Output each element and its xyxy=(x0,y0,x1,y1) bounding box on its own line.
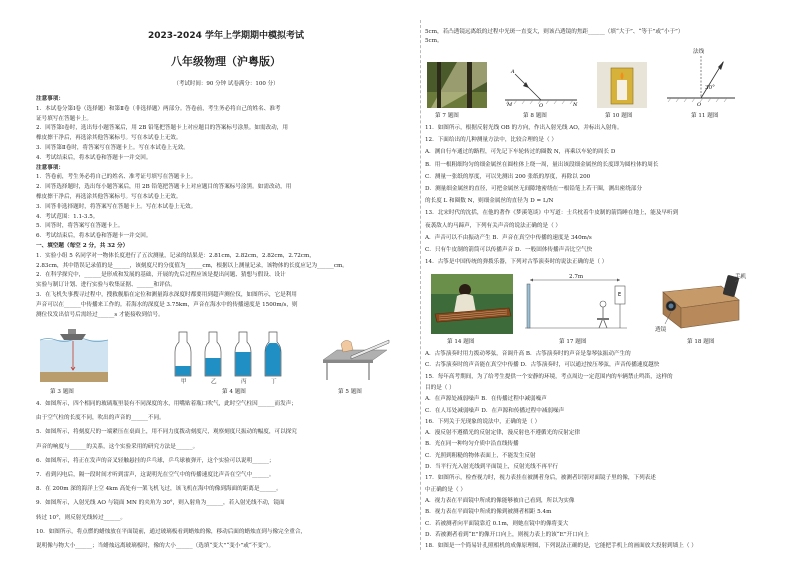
bottle-label-3: 丙 xyxy=(241,379,247,385)
left-line-1: 注意事项： xyxy=(36,96,64,102)
caption-fig8: 第 8 题图 xyxy=(523,113,547,119)
right-line-2: 12．下面给出的几种测量方法中，比较合理的是（ ） xyxy=(425,137,557,144)
right-line-3: A．测自行车通过的路程，可先记下车轮转过的圈数 N，再乘以车轮的周长 D xyxy=(425,149,616,156)
right-line-b-8: A．漫反射不遵循光的反射定律，漫反射也不遵循光的反射定律 xyxy=(425,430,581,437)
figure-7-forest xyxy=(427,62,487,108)
right-line-b-6: C．在人耳处减弱噪声 D．在声源和传播过程中减弱噪声 xyxy=(425,407,565,414)
right-line-b-15: B．视力表在平面镜中所成的像到被测者相距 5.4m xyxy=(425,509,552,516)
left-line-b-9: 转过 10°，则反射光线转过______。 xyxy=(36,514,127,521)
right-line-7: 的长度 L 和圈数 N，则细金属丝的直径为 D = L/N xyxy=(425,198,554,205)
figure-17-eye-test xyxy=(521,274,631,334)
figure-10-candle xyxy=(597,62,647,108)
exam-title: 2023-2024 学年上学期期中模拟考试 xyxy=(148,31,304,41)
left-line-21: 3．在飞机失事搜寻过程中，搜救舰船在定位和测量海水深度时都要用到超声测位仪，如图所示，它是利用 xyxy=(36,292,297,298)
left-line-17: 1．实验小组 5 名同学对一物体长度进行了五次测量，记录的结果是：2.81cm，2.82cm，2.82cm，2.72cm， xyxy=(36,252,315,259)
left-line-2: 1．本试卷分第Ⅰ卷（选择题）和第Ⅱ卷（非选择题）两部分。答卷前，考生务必将自己的姓名、准考 xyxy=(36,105,281,112)
right-top-line-1: 5cm，若凸透镜远离纸的过程中光斑一直变大，则该凸透镜的焦距______（填“大于”、“等于”或“小于”） xyxy=(425,29,684,35)
left-line-22: 声音可以在______中传播来工作的。若海水的深度是 3.75km，声音在海水中的传播速度是 1500m/s，则 xyxy=(36,301,298,308)
mirror-angle-svg xyxy=(501,62,581,108)
left-line-15: 6．考试结束后，将本试卷和答题卡一并交回。 xyxy=(36,233,152,240)
column-separator xyxy=(420,20,421,550)
left-line-b-1: 4．如图所示，四个相同的玻璃瓶里装有不同深度的水，用嘴贴着瓶口吹气，此时空气柱因______而发声； xyxy=(36,401,297,407)
left-line-12: 3．回答非选择题时，将答案写在答题卡上。写在本试卷上无效。 xyxy=(36,203,197,210)
right-line-b-18: 18．如图是一个简易针孔照相机的成像原理图，下列说法正确的是，它能把手机上的画面放大投射到墙上（ ） xyxy=(425,543,697,550)
right-line-b-5: A．在声源处减弱噪声 B．在传播过程中减弱噪声 xyxy=(425,396,547,403)
caption-fig14: 第 14 题图 xyxy=(447,339,475,345)
left-line-b-11: 说明像与物大小______；当蜡烛远离玻璃板时，像的大小______（选填“变大”“变小”或“不变”）。 xyxy=(36,543,275,549)
left-line-b-6: 7．看到闪电后，隔一段时间才听到雷声，这说明光在空气中的传播速度比声音在空气中______。 xyxy=(36,472,275,478)
left-line-13: 4．考试范围：1.1-3.5。 xyxy=(36,213,99,220)
left-line-6: 3．回答第Ⅱ卷时，将答案写在答题卡上。写在本试卷上无效。 xyxy=(36,145,189,151)
right-line-1: 11．如图所示，根据反射光线 OB 的方向，作出入射光线 AO，并标出入射角。 xyxy=(425,125,623,131)
svg-text:A: A xyxy=(511,69,515,75)
right-line-b-12: 17．如图所示，检查视力时，视力表挂在被测者身后，被测者识别对面镜子里的像，下列表述 xyxy=(425,475,656,482)
svg-text:M: M xyxy=(507,102,513,108)
fig17-distance-label: 2.7m xyxy=(569,274,584,280)
left-line-9: 1．答卷前，考生务必将自己的姓名、准考证号填写在答题卡上。 xyxy=(36,174,197,181)
right-line-b-4: 目的是（ ） xyxy=(425,384,455,391)
sonar-ship-svg xyxy=(40,326,108,382)
caption-fig4: 第 4 题图 xyxy=(222,389,246,395)
left-line-23: 测位仪发出信号后需经过______s 才能接收到信号。 xyxy=(36,311,164,318)
bottle-label-1: 甲 xyxy=(181,379,187,385)
right-line-5: C．测量一张纸的厚度，可以先测出 200 张纸的厚度，再除以 200 xyxy=(425,173,591,180)
left-line-7: 4．考试结束后，将本试卷和答题卡一并交回。 xyxy=(36,154,152,161)
eye-test-svg xyxy=(521,274,631,334)
bottle-label-4: 丁 xyxy=(271,379,277,385)
exam-meta: （考试时间：90 分钟 试卷满分：100 分） xyxy=(173,81,279,87)
right-line-b-7: 16．下列关于光现象的说法中，正确的是（ ） xyxy=(425,418,541,425)
caption-fig7: 第 7 题图 xyxy=(435,113,459,119)
fig18-lens-label: 透镜 xyxy=(655,327,667,333)
right-line-10: A．声音可以不由振动产生 B．声音在真空中传播的速度是 340m/s xyxy=(425,234,592,241)
left-line-18: 2.83cm，其中错误记录值的是______，该刻度尺的分度值为______cm，根据以上测量记录，该物体的长度应记为______cm。 xyxy=(36,262,348,269)
caption-fig5: 第 5 题图 xyxy=(338,389,362,395)
right-line-b-17: D．若被测者看到“E”的像开口向上，则视力表上的该“E”开口向上 xyxy=(425,531,589,538)
left-line-3: 证号填写在答题卡上。 xyxy=(36,115,92,122)
left-line-b-7: 8．在 200m 深的海洋上空 4km 高处有一架飞机飞过，该飞机在海中的像到海面的距离是______。 xyxy=(36,486,282,493)
svg-text:O: O xyxy=(539,103,544,108)
right-line-b-10: C．光照到粗糙的物体表面上，不能发生反射 xyxy=(425,452,536,459)
left-column xyxy=(36,0,416,562)
left-line-11: 橡皮擦干净后，再选涂其他答案标号。写在本试卷上无效。 xyxy=(36,194,182,200)
caption-fig11: 第 11 题图 xyxy=(691,113,719,119)
svg-text:O: O xyxy=(697,102,702,108)
forest-svg xyxy=(427,62,487,108)
left-line-10: 2．回答选择题时，选出每小题答案后，用 2B 铅笔把答题卡上对应题目的答案标号涂黑。如需改动，用 xyxy=(36,184,292,191)
left-line-b-5: 6．如图所示，将正在发声的音叉轻触悬挂的乒乓球，乒乓球被弹开，这个实验可以说明______； xyxy=(36,457,275,464)
right-line-b-1: A．古筝演奏时用力拨动琴弦，音调升高 B．古筝演奏时的声音是靠琴弦振动产生的 xyxy=(425,351,631,357)
left-line-b-10: 10．如图所示，将点燃的蜡烛放在平面镜前，通过玻璃板看到蜡烛的像，移动后面的蜡烛直到与像完全重合， xyxy=(36,528,307,535)
left-line-b-2: 由于空气柱的长度不同，吹出的声音的______不同。 xyxy=(36,415,165,422)
left-line-8: 注意事项： xyxy=(36,164,64,171)
figure-5-ruler xyxy=(321,326,391,382)
figure-11-normal xyxy=(661,48,741,108)
right-line-b-2: C．古筝演奏时的声音能在真空中传播 D．古筝演奏时，可以通过按压琴弦，声音传播速度越快 xyxy=(425,362,660,369)
right-line-b-11: D．当平行光入射光线到平面镜上，反射光线不再平行 xyxy=(425,464,559,470)
svg-text:E: E xyxy=(618,292,622,298)
bottles-svg xyxy=(171,322,301,382)
candle-svg xyxy=(597,62,647,108)
figure-4-bottles xyxy=(171,322,301,382)
right-line-8: 13．北宋时代的沈括，在他的著作《梦溪笔谈》中写道：士兵枕着牛皮制的箭筒睡在地上，能及早听到 xyxy=(425,210,679,217)
right-line-b-16: C．若被测者向平面镜靠近 0.1m，则她在镜中的像将变大 xyxy=(425,520,569,527)
left-line-b-4: 声音的响度与______的关系，这个实验采用的研究方法是______。 xyxy=(36,443,199,450)
left-line-16: 一、填空题（每空 2 分，共 32 分） xyxy=(36,243,129,249)
right-line-b-13: 中正确的是（ ） xyxy=(425,486,466,493)
fig11-normal-label: 法线 xyxy=(693,49,705,55)
guzheng-svg xyxy=(431,274,513,334)
caption-fig17: 第 17 题图 xyxy=(559,339,587,345)
left-line-b-3: 5．如图所示，将刻度尺的一端紧压在桌面上，用不同力度拨动刻度尺，观察刻度尺振动的幅度，可以探究 xyxy=(36,429,297,436)
left-line-4: 2．回答第Ⅰ卷时，选出每小题答案后，用 2B 铅笔把答题卡上对应题目的答案标号涂黑。如需改动，用 xyxy=(36,125,288,132)
caption-fig18: 第 18 题图 xyxy=(687,339,715,345)
left-line-5: 橡皮擦干净后，再选涂其他答案标号。写在本试卷上无效。 xyxy=(36,135,182,142)
right-line-b-9: B．光在同一种均匀介质中沿直线传播 xyxy=(425,441,519,448)
left-line-b-8: 9．如图所示，入射光线 AO 与镜面 MN 的夹角为 30°，则入射角为______，若入射光线不动，镜面 xyxy=(36,500,285,507)
bottle-label-2: 乙 xyxy=(211,379,217,385)
exam-subject: 八年级物理（沪粤版） xyxy=(171,55,281,68)
caption-fig3: 第 3 题图 xyxy=(50,389,74,395)
right-line-b-14: A．视力表在平面镜中所成的像能够被自己看到，所以为实像 xyxy=(425,497,575,504)
right-line-4: B．用一根粗细均匀的细金属丝在圆柱体上绕一周，量出该段细金属丝的长度即为圆柱体的周长 xyxy=(425,161,659,168)
left-line-20: 实验与制订计划、进行实验与收集证据、______和评估。 xyxy=(36,282,176,289)
right-line-6: D．测量细金属丝的直径，可把金属丝无间隙地密绕在一根铅笔上若干圈，测出密绕部分 xyxy=(425,186,643,192)
right-line-b-3: 15．每年高考期间，为了给考生提供一个安静的环境，考点周边一定范围内的车辆禁止鸣笛，这样的 xyxy=(425,373,673,380)
fig18-phone-label: 手机 xyxy=(735,274,747,280)
figure-3-sonar xyxy=(40,326,108,382)
right-line-9: 夜袭敌人的马蹄声，下列有关声音的说法正确的是（ ） xyxy=(425,222,562,229)
right-line-12: 14．古筝是中国传统的弹拨乐器，下列对古筝演奏时的说法正确的是（ ） xyxy=(425,259,608,266)
ruler-svg xyxy=(321,326,391,382)
right-line-11: C．只有牛皮制的箭筒可以传播声音 D．一般固体传播声音比空气快 xyxy=(425,247,593,253)
svg-text:N: N xyxy=(573,102,578,108)
figure-14-guzheng xyxy=(431,274,513,334)
right-column xyxy=(425,0,770,562)
caption-fig10: 第 10 题图 xyxy=(605,113,633,119)
left-line-14: 5．回答时，将答案写在答题卡上。 xyxy=(36,223,124,230)
fig11-angle-label: 30° xyxy=(705,85,715,91)
right-top-line-2: 5cm。 xyxy=(425,38,443,44)
normal-line-svg xyxy=(661,48,741,108)
figure-8-mirror xyxy=(501,62,581,108)
left-line-19: 2．在科学探究中，______是形成和发展的基础，开展的先后过程应该是提出问题、猜想与假设、设计 xyxy=(36,272,286,279)
